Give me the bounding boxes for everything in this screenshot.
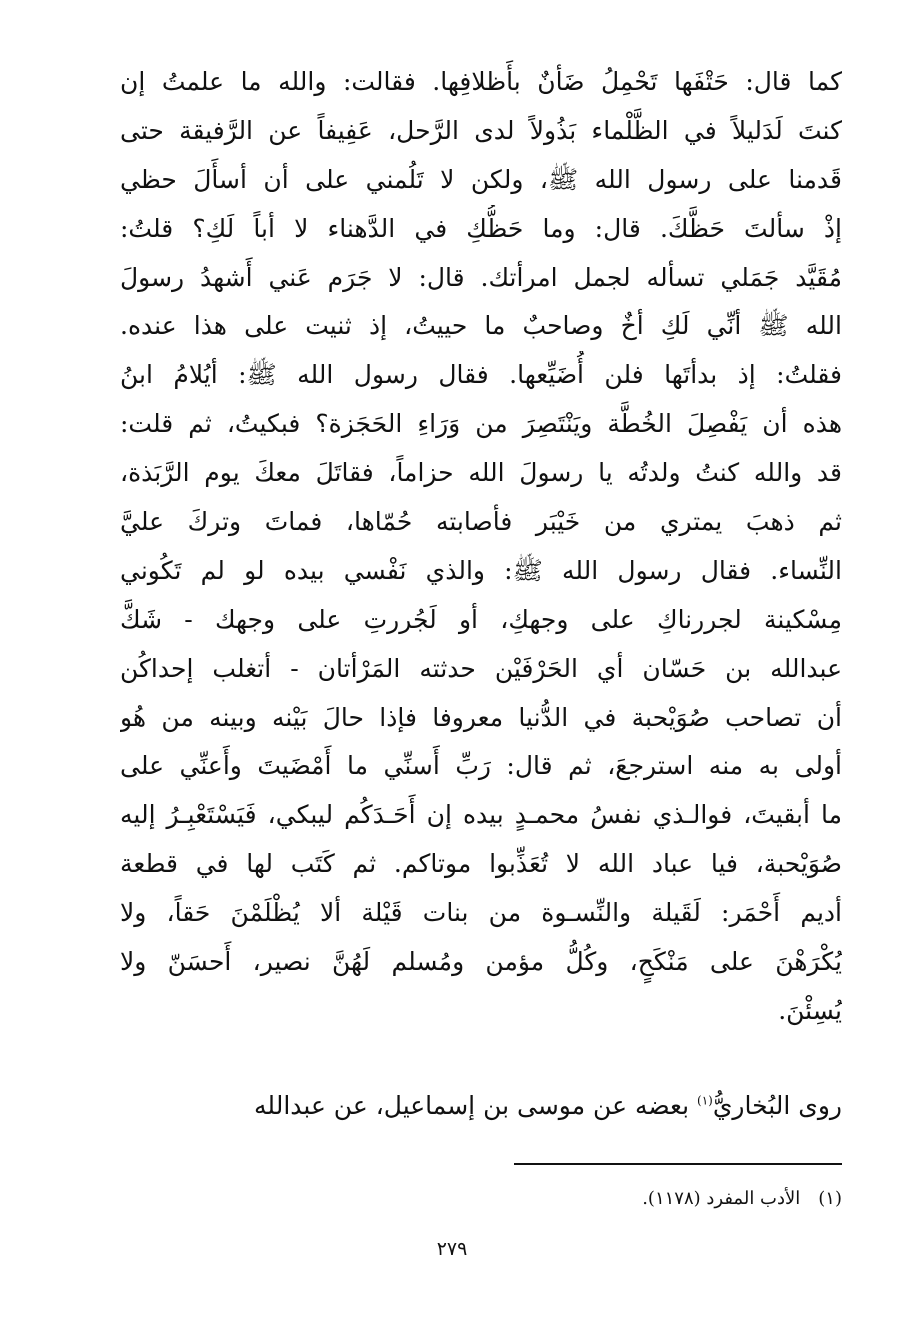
footnote-number: (١)	[818, 1188, 842, 1209]
second-paragraph	[120, 1082, 842, 1130]
text-line-last: يُسِئْنَ.	[778, 995, 842, 1025]
text-line: عبدالله بن حَسّان أي الحَرْفَيْن حدثته المَرْأتان - أتغلب إحداكُن	[120, 653, 842, 683]
footnote	[420, 1186, 842, 1212]
text-line: النِّساء. فقال رسول الله ﷺ: والذي نَفْسي بيده لو لم تَكُوني	[120, 555, 842, 585]
text-line: أولى به منه استرجعَ، ثم قال: رَبِّ أَسنِّي ما أَمْضَيتَ وأَعنِّي على	[120, 751, 842, 781]
text-line: ثم ذهبَ يمتري من خَيْبَر فأصابته حُمّاها، فماتَ وتركَ عليَّ	[120, 507, 842, 537]
text-line: كنتَ لَدَليلاً في الظَّلْماء بَذُولاً لدى الرَّحل، عَفِيفاً عن الرَّفيقة حتى	[120, 115, 842, 145]
text-line: ما أبقيتَ، فوالـذي نفسُ محمـدٍ بيده إن أَحَـدَكُم ليبكي، فَيَسْتَعْبِـرُ إليه	[120, 800, 842, 830]
text-line: مُقَيَّد جَمَلي تسأله لجمل امرأتك. قال: لا جَرَم عَني أَشهدُ رسولَ	[120, 262, 842, 292]
text-line: كما قال: حَتْفَها تَحْمِلُ ضَأنٌ بأَظلافِها. فقالت: والله ما علمتُ إن	[120, 67, 842, 96]
text-line: فقلتُ: إذ بدأتَها فلن أُضَيِّعها. فقال رسول الله ﷺ: أيُلامُ ابنُ	[120, 360, 842, 390]
main-paragraph	[120, 58, 842, 1036]
text-line: الله ﷺ أنِّي لَكِ أخٌ وصاحبٌ ما حييتُ، إذ ثنيت على هذا عنده.	[120, 311, 842, 341]
text-line	[120, 1082, 842, 1130]
footnote-text: الأدب المفرد (١١٧٨).	[642, 1188, 801, 1209]
page-number: ٢٧٩	[436, 1238, 468, 1260]
text-line: صُوَيْحبة، فيا عباد الله لا تُعَذِّبوا موتاكم. ثم كَتَب لها في قطعة	[120, 849, 842, 879]
text-line: أن تصاحب صُوَيْحبة في الدُّنيا معروفا فإذا حالَ بَيْنه وبينه من هُو	[120, 702, 842, 732]
text-line: يُكْرَهْنَ على مَنْكَحٍ، وكُلُّ مؤمن ومُسلم لَهُنَّ نصير، أَحسَنّ ولا	[120, 947, 842, 977]
text-line: إذْ سألتَ حَظَّكَ. قال: وما حَظُّكِ في الدَّهناء لا أباً لَكِ؟ قلتُ:	[120, 213, 842, 243]
footnote-divider	[514, 1163, 842, 1165]
text-line: قد والله كنتُ ولدتُه يا رسولَ الله حزاماً، فقاتَلَ معكَ يوم الرَّبَذة،	[120, 458, 842, 488]
para-text-end: بعضه عن موسى بن إسماعيل، عن عبدالله	[254, 1091, 697, 1120]
text-line: مِسْكينة لجررناكِ على وجهكِ، أو لَجُررتِ على وجهك - شَكَّ	[120, 604, 842, 634]
text-line: هذه أن يَفْصِلَ الخُطَّة ويَنْتَصِرَ من وَرَاءِ الحَجَزة؟ فبكيتُ، ثم قلت:	[120, 409, 842, 439]
text-line: قَدمنا على رسول الله ﷺ، ولكن لا تَلُمني على أن أسأَلَ حظي	[120, 164, 842, 194]
footnote-reference[interactable]: (١)	[697, 1093, 713, 1108]
para-text-start: روى البُخاريُّ	[712, 1091, 842, 1120]
text-line: أديم أَحْمَر: لَقَيلة والنِّسـوة من بنات قَيْلة ألا يُظْلَمْنَ حَقاً، ولا	[120, 898, 842, 928]
